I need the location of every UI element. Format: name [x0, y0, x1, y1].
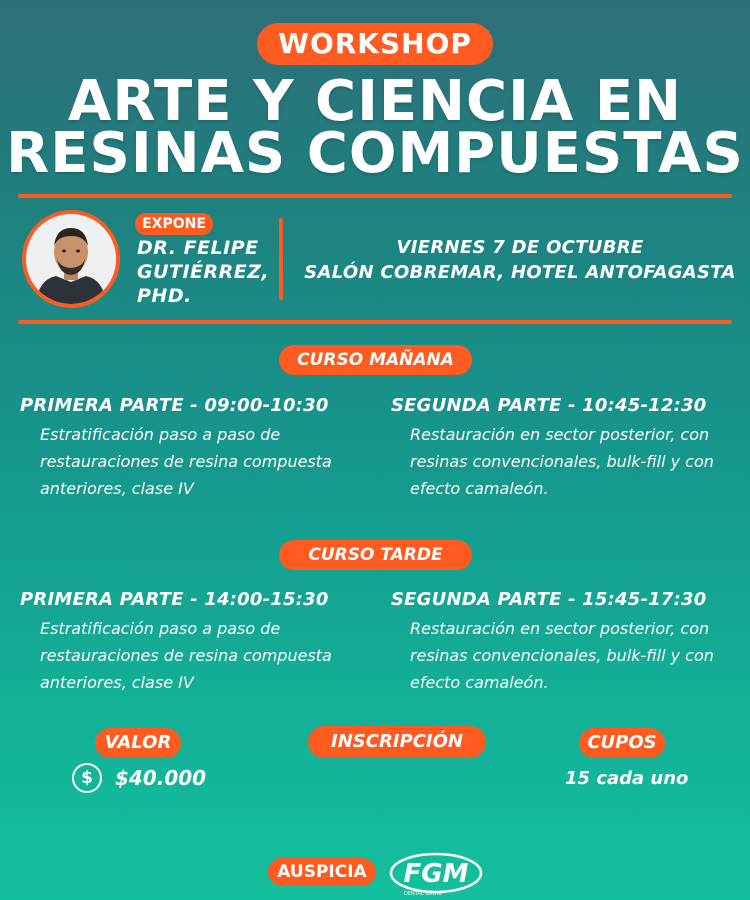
morning-course-badge: CURSO MAÑANA: [279, 345, 472, 375]
event-title-line-2: RESINAS COMPUESTAS: [6, 121, 744, 186]
speaker-portrait-icon: [26, 214, 116, 304]
event-venue: SALÓN COBREMAR, HOTEL ANTOFAGASTA: [304, 262, 736, 283]
afternoon-part2-title: SEGUNDA PARTE - 15:45-17:30: [391, 589, 707, 610]
speaker-avatar: [22, 210, 120, 308]
morning-part2-description: Restauración en sector posterior, con resinas convencionales, bulk-fill y con efecto camaleón.: [410, 425, 714, 498]
expone-badge: EXPONE: [135, 213, 213, 235]
vertical-divider: [279, 218, 283, 300]
workshop-badge: WORKSHOP: [257, 23, 493, 65]
fgm-logo: [388, 852, 484, 898]
auspicia-badge: AUSPICIA: [268, 858, 376, 886]
morning-part1-description: Estratificación paso a paso de restauraciones de resina compuesta anteriores, clase IV: [40, 425, 332, 498]
valor-badge: VALOR: [95, 728, 181, 758]
fgm-logo-subtext: DENTAL GROUP: [404, 891, 444, 897]
speaker-name-line-2: GUTIÉRREZ,: [137, 261, 270, 283]
afternoon-part1-description: Estratificación paso a paso de restauraciones de resina compuesta anteriores, clase IV: [40, 619, 332, 692]
event-title-line-1: ARTE Y CIENCIA EN: [68, 69, 682, 134]
cupos-value: 15 cada uno: [565, 768, 689, 789]
afternoon-course-badge: CURSO TARDE: [279, 540, 472, 570]
bottom-divider: [18, 320, 732, 324]
dollar-circle-icon: $: [72, 763, 102, 793]
top-divider: [18, 194, 732, 198]
fgm-logo-text: FGM: [403, 859, 469, 889]
afternoon-part1-title: PRIMERA PARTE - 14:00-15:30: [20, 589, 329, 610]
speaker-name-line-3: PHD.: [137, 285, 192, 307]
inscripcion-button[interactable]: INSCRIPCIÓN: [308, 726, 486, 758]
cupos-badge: CUPOS: [579, 728, 665, 758]
afternoon-part2-description: Restauración en sector posterior, con resinas convencionales, bulk-fill y con efecto camaleón.: [410, 619, 714, 692]
price-value: $40.000: [115, 766, 207, 790]
morning-part2-title: SEGUNDA PARTE - 10:45-12:30: [391, 395, 707, 416]
speaker-name-line-1: DR. FELIPE: [137, 237, 259, 259]
morning-part1-title: PRIMERA PARTE - 09:00-10:30: [20, 395, 329, 416]
event-date: VIERNES 7 DE OCTUBRE: [396, 237, 644, 258]
